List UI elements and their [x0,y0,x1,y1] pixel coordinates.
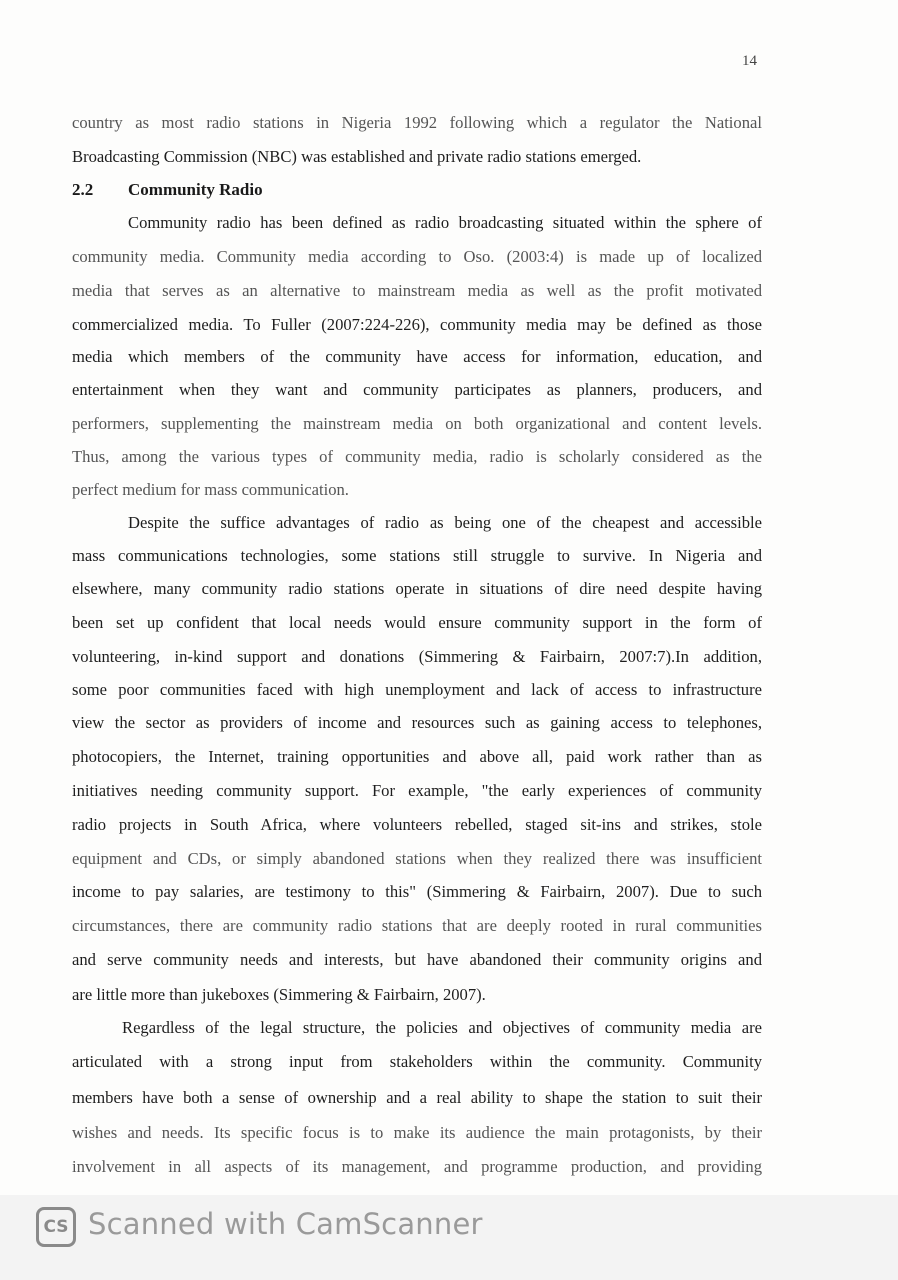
text-line: media which members of the community have access for information, education, and [72,347,762,366]
text-line: photocopiers, the Internet, training opportunities and above all, paid work rather than as [72,747,762,766]
text-line: circumstances, there are community radio stations that are deeply rooted in rural communities [72,916,762,935]
watermark-text: Scanned with CamScanner [88,1207,483,1241]
text-line: commercialized media. To Fuller (2007:224-226), community media may be defined as those [72,315,762,334]
text-line: perfect medium for mass communication. [72,480,349,499]
text-line: wishes and needs. Its specific focus is to make its audience the main protagonists, by their [72,1123,762,1142]
text-line: been set up confident that local needs would ensure community support in the form of [72,613,762,632]
page-number: 14 [742,53,757,69]
text-line: income to pay salaries, are testimony to this" (Simmering & Fairbairn, 2007). Due to such [72,882,762,901]
text-line: articulated with a strong input from stakeholders within the community. Community [72,1052,762,1071]
text-line: Community radio has been defined as radio broadcasting situated within the sphere of [128,213,762,232]
text-line: mass communications technologies, some stations still struggle to survive. In Nigeria and [72,546,762,565]
text-line: volunteering, in-kind support and donations (Simmering & Fairbairn, 2007:7).In addition, [72,647,762,666]
text-line: equipment and CDs, or simply abandoned stations when they realized there was insufficient [72,849,762,868]
text-line: media that serves as an alternative to mainstream media as well as the profit motivated [72,281,762,300]
text-line: involvement in all aspects of its management, and programme production, and providing [72,1157,762,1176]
text-line: Regardless of the legal structure, the policies and objectives of community media are [122,1018,762,1037]
text-line: performers, supplementing the mainstream media on both organizational and content levels. [72,414,762,433]
text-line: are little more than jukeboxes (Simmering & Fairbairn, 2007). [72,985,486,1004]
section-number: 2.2 [72,180,94,199]
text-line: entertainment when they want and community participates as planners, producers, and [72,380,762,399]
text-line: radio projects in South Africa, where volunteers rebelled, staged sit-ins and strikes, stole [72,815,762,834]
text-line: members have both a sense of ownership and a real ability to shape the station to suit their [72,1088,762,1107]
text-line: initiatives needing community support. For example, "the early experiences of community [72,781,762,800]
text-line: Despite the suffice advantages of radio as being one of the cheapest and accessible [128,513,762,532]
text-line: Thus, among the various types of community media, radio is scholarly considered as the [72,447,762,466]
text-line: Broadcasting Commission (NBC) was established and private radio stations emerged. [72,147,642,166]
section-title: Community Radio [128,180,263,199]
camscanner-logo-icon: CS [36,1207,76,1247]
text-line: some poor communities faced with high unemployment and lack of access to infrastructure [72,680,762,699]
text-line: country as most radio stations in Nigeria 1992 following which a regulator the National [72,113,762,132]
text-line: view the sector as providers of income and resources such as gaining access to telephones, [72,713,762,732]
section-heading [72,180,263,200]
text-line: elsewhere, many community radio stations operate in situations of dire need despite having [72,579,762,598]
text-line: and serve community needs and interests, but have abandoned their community origins and [72,950,762,969]
text-line: community media. Community media according to Oso. (2003:4) is made up of localized [72,247,762,266]
